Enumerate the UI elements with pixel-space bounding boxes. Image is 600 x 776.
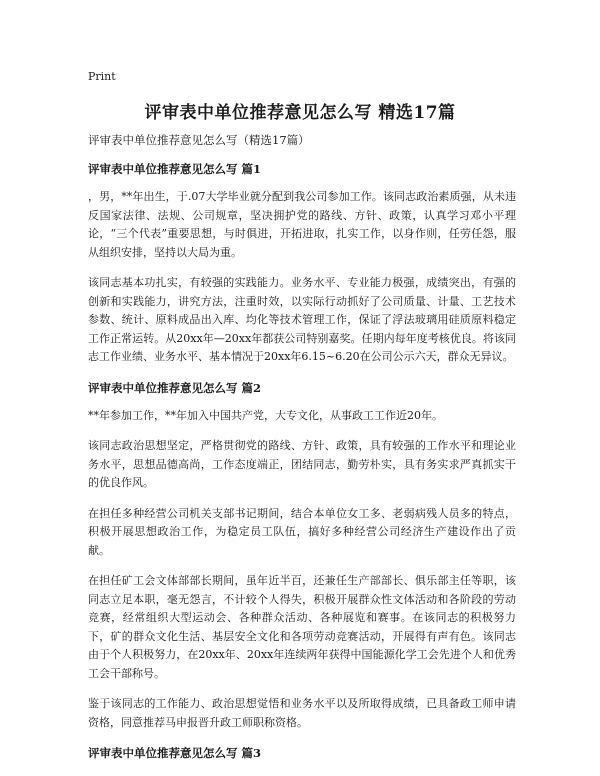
section-2-paragraph: 该同志政治思想坚定，严格贯彻党的路线、方针、政策，具有较强的工作水平和理论业务水平，思想品德高尚，工作态度端正，团结同志，勤劳朴实，具有务实求严真抓实干的优良作风。 bbox=[88, 439, 516, 489]
section-2-paragraph: **年参加工作，**年加入中国共产党，大专文化，从事政工工作近20年。 bbox=[88, 408, 443, 422]
document-subtitle: 评审表中单位推荐意见怎么写（精选17篇） bbox=[88, 133, 310, 147]
section-2-paragraph: 在担任矿工会文体部部长期间，虽年近半百，还兼任生产部部长、俱乐部主任等职，该同志立足本职，毫无怨言，不计较个人得失，积极开展群众性文体活动和各阶段的劳动竞赛，经常组织大型运动会、各种群众活动、各种展览和赛事。在该同志的积极努力下，矿的群众文化生活、基层安全文化和各项劳动竞赛活动，开展得有声有色。该同志由于个人积极努力，在20xx年、20xx年连续两年获得中国能源化学工会先进个人和优秀工会干部称号。 bbox=[88, 574, 516, 680]
section-heading-1: 评审表中单位推荐意见怎么写 篇1 bbox=[88, 162, 262, 176]
section-heading-2: 评审表中单位推荐意见怎么写 篇2 bbox=[88, 380, 262, 395]
print-label[interactable]: Print bbox=[88, 70, 116, 83]
section-1-paragraph: ，男，**年出生，于.07大学毕业就分配到我公司参加工作。该同志政治素质强，从未违反国家法律、法规、公司规章，坚决拥护党的路线、方针、政策，认真学习邓小平理论，“三个代表”重要思想，与时俱进，开拓进取，扎实工作，以身作则，任劳任怨，服从组织安排，坚持以大局为重。 bbox=[88, 190, 516, 259]
section-1-paragraph: 该同志基本功扎实，有较强的实践能力。业务水平、专业能力极强，成绩突出，有强的创新和实践能力，讲究方法，注重时效，以实际行动抓好了公司质量、计量、工艺技术参数、统计、原料成品出入库、均化等技术管理工作，保证了浮法玻璃用硅质原料稳定工作正常运转。从20xx年—20xx年都获公司特别嘉奖。任期内每年度考核优良。将该同志工作业绩、业务水平、基本情况于20xx年6.15~6.20在公司公示六天，群众无异议。 bbox=[88, 276, 516, 363]
page-title: 评审表中单位推荐意见怎么写 精选17篇 bbox=[144, 103, 456, 123]
document-body bbox=[88, 160, 516, 772]
section-heading-3: 评审表中单位推荐意见怎么写 篇3 bbox=[88, 746, 262, 760]
section-2-paragraph: 在担任多种经营公司机关支部书记期间，结合本单位女工多、老弱病残人员多的特点，积极开展思想政治工作，为稳定员工队伍，搞好多种经营公司经济生产建设作出了贡献。 bbox=[88, 506, 516, 557]
section-2-paragraph: 鉴于该同志的工作能力、政治思想觉悟和业务水平以及所取得成绩，已具备政工师申请资格，同意推荐马申报晋升政工师职称资格。 bbox=[88, 697, 516, 729]
